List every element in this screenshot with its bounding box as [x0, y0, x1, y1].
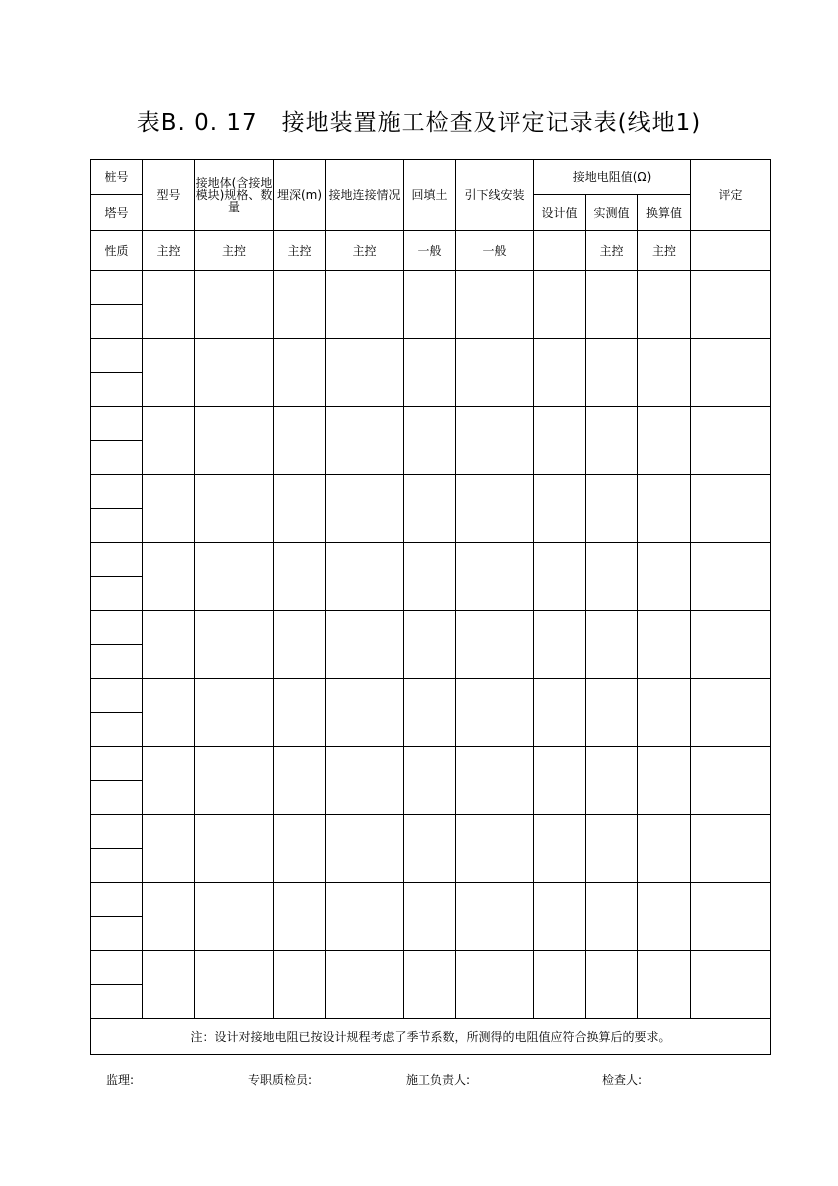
table-row [91, 339, 771, 373]
entry-cell [534, 951, 586, 1019]
entry-cell [586, 271, 638, 339]
entry-cell [638, 339, 691, 407]
entry-cell [586, 339, 638, 407]
entry-cell [534, 543, 586, 611]
entry-tower-no-cell [91, 849, 143, 883]
entry-cell [195, 883, 274, 951]
entry-cell [326, 271, 404, 339]
signature-line [0, 1071, 838, 1087]
entry-cell [195, 815, 274, 883]
entry-cell [195, 747, 274, 815]
table-row [91, 543, 771, 577]
entry-cell [143, 747, 195, 815]
entry-cell [534, 407, 586, 475]
entry-cell [195, 543, 274, 611]
entry-cell [326, 679, 404, 747]
entry-tower-no-cell [91, 373, 143, 407]
nature-down-lead: 一般 [456, 231, 534, 271]
header-connection: 接地连接情况 [326, 160, 404, 231]
table-row [91, 679, 771, 713]
entry-pile-no-cell [91, 679, 143, 713]
entry-cell [534, 271, 586, 339]
entry-cell [404, 543, 456, 611]
entry-cell [143, 679, 195, 747]
entry-cell [326, 747, 404, 815]
footnote: 注：设计对接地电阻已按设计规程考虑了季节系数，所测得的电阻值应符合换算后的要求。 [91, 1019, 771, 1055]
entry-tower-no-cell [91, 985, 143, 1019]
header-converted-value: 换算值 [638, 195, 691, 231]
entry-cell [586, 407, 638, 475]
entry-cell [586, 543, 638, 611]
entry-cell [638, 475, 691, 543]
entry-cell [691, 815, 771, 883]
entry-cell [326, 815, 404, 883]
entry-cell [586, 815, 638, 883]
entry-tower-no-cell [91, 577, 143, 611]
table-row [91, 815, 771, 849]
entry-tower-no-cell [91, 509, 143, 543]
entry-cell [638, 611, 691, 679]
entry-tower-no-cell [91, 645, 143, 679]
entry-cell [534, 611, 586, 679]
entry-cell [456, 679, 534, 747]
entry-cell [456, 339, 534, 407]
entry-cell [638, 747, 691, 815]
entry-cell [274, 747, 326, 815]
entry-cell [691, 883, 771, 951]
entry-cell [534, 679, 586, 747]
header-pile-no: 桩号 [91, 160, 143, 195]
table-row [91, 747, 771, 781]
table-row [91, 611, 771, 645]
entry-cell [638, 271, 691, 339]
entry-pile-no-cell [91, 271, 143, 305]
entry-cell [534, 747, 586, 815]
entry-cell [404, 271, 456, 339]
entry-cell [274, 407, 326, 475]
header-down-lead: 引下线安装 [456, 160, 534, 231]
entry-cell [691, 951, 771, 1019]
nature-connection: 主控 [326, 231, 404, 271]
entry-pile-no-cell [91, 815, 143, 849]
entry-cell [456, 611, 534, 679]
header-design-value: 设计值 [534, 195, 586, 231]
construction-lead-label: 施工负责人: [406, 1073, 471, 1087]
entry-cell [143, 611, 195, 679]
table-row [91, 883, 771, 917]
entry-pile-no-cell [91, 475, 143, 509]
entry-cell [404, 815, 456, 883]
entry-cell [143, 883, 195, 951]
entry-cell [195, 271, 274, 339]
entry-cell [143, 475, 195, 543]
entry-cell [274, 611, 326, 679]
entry-cell [586, 679, 638, 747]
header-measured-value: 实测值 [586, 195, 638, 231]
entry-cell [691, 611, 771, 679]
entry-cell [326, 883, 404, 951]
entry-cell [143, 271, 195, 339]
entry-cell [404, 475, 456, 543]
nature-backfill: 一般 [404, 231, 456, 271]
entry-cell [638, 543, 691, 611]
entry-tower-no-cell [91, 713, 143, 747]
entry-cell [404, 679, 456, 747]
entry-cell [274, 271, 326, 339]
supervisor-label: 监理: [106, 1073, 135, 1087]
entry-cell [143, 951, 195, 1019]
entry-cell [326, 475, 404, 543]
nature-model: 主控 [143, 231, 195, 271]
record-table [90, 159, 771, 1055]
entry-pile-no-cell [91, 951, 143, 985]
entry-cell [691, 543, 771, 611]
entry-cell [404, 747, 456, 815]
entry-cell [586, 883, 638, 951]
entry-cell [586, 475, 638, 543]
entry-cell [404, 339, 456, 407]
entry-cell [195, 611, 274, 679]
entry-cell [638, 407, 691, 475]
entry-cell [456, 271, 534, 339]
table-row [91, 271, 771, 305]
nature-converted-value: 主控 [638, 231, 691, 271]
entry-cell [638, 883, 691, 951]
entry-cell [326, 407, 404, 475]
header-depth: 埋深(m) [274, 160, 326, 231]
entry-cell [326, 611, 404, 679]
entry-cell [143, 339, 195, 407]
entry-cell [691, 339, 771, 407]
entry-cell [404, 883, 456, 951]
entry-cell [274, 951, 326, 1019]
header-model: 型号 [143, 160, 195, 231]
entry-cell [404, 407, 456, 475]
nature-label: 性质 [91, 231, 143, 271]
entry-cell [638, 951, 691, 1019]
entry-pile-no-cell [91, 339, 143, 373]
entry-cell [326, 543, 404, 611]
inspector-label: 检查人: [602, 1073, 643, 1087]
header-resistance: 接地电阻值(Ω) [534, 160, 691, 195]
entry-tower-no-cell [91, 305, 143, 339]
entry-cell [456, 951, 534, 1019]
entry-cell [456, 883, 534, 951]
entry-pile-no-cell [91, 543, 143, 577]
entry-cell [195, 475, 274, 543]
entry-cell [456, 747, 534, 815]
table-row [91, 407, 771, 441]
nature-depth: 主控 [274, 231, 326, 271]
entry-cell [274, 883, 326, 951]
entry-cell [326, 339, 404, 407]
entry-cell [534, 475, 586, 543]
entry-cell [586, 951, 638, 1019]
entry-cell [274, 339, 326, 407]
table-row [91, 951, 771, 985]
entry-cell [691, 747, 771, 815]
header-grounding-body: 接地体(含接地模块)规格、数量 [195, 160, 274, 231]
entry-cell [456, 475, 534, 543]
entry-cell [638, 815, 691, 883]
quality-inspector-label: 专职质检员: [248, 1073, 313, 1087]
entry-pile-no-cell [91, 407, 143, 441]
entry-cell [326, 951, 404, 1019]
entry-cell [274, 679, 326, 747]
entry-cell [534, 339, 586, 407]
nature-design-value [534, 231, 586, 271]
entry-cell [691, 679, 771, 747]
entry-cell [143, 407, 195, 475]
header-backfill: 回填土 [404, 160, 456, 231]
header-tower-no: 塔号 [91, 195, 143, 231]
entry-cell [195, 951, 274, 1019]
entry-tower-no-cell [91, 781, 143, 815]
entry-cell [534, 883, 586, 951]
entry-cell [195, 339, 274, 407]
page-title: 表B. 0. 17 接地装置施工检查及评定记录表(线地1) [136, 110, 702, 136]
entry-cell [691, 271, 771, 339]
nature-grounding-body: 主控 [195, 231, 274, 271]
nature-measured-value: 主控 [586, 231, 638, 271]
entry-cell [195, 679, 274, 747]
entry-cell [143, 543, 195, 611]
entry-cell [274, 543, 326, 611]
entry-cell [456, 815, 534, 883]
entry-cell [586, 611, 638, 679]
entry-cell [691, 407, 771, 475]
entry-cell [404, 951, 456, 1019]
entry-pile-no-cell [91, 747, 143, 781]
entry-cell [638, 679, 691, 747]
entry-cell [534, 815, 586, 883]
entry-cell [456, 543, 534, 611]
entry-cell [274, 475, 326, 543]
entry-tower-no-cell [91, 917, 143, 951]
entry-cell [586, 747, 638, 815]
nature-evaluation [691, 231, 771, 271]
entry-tower-no-cell [91, 441, 143, 475]
entry-cell [143, 815, 195, 883]
entry-pile-no-cell [91, 611, 143, 645]
header-evaluation: 评定 [691, 160, 771, 231]
entry-cell [456, 407, 534, 475]
entry-pile-no-cell [91, 883, 143, 917]
table-row [91, 475, 771, 509]
entry-cell [404, 611, 456, 679]
entry-cell [274, 815, 326, 883]
entry-cell [195, 407, 274, 475]
entry-cell [691, 475, 771, 543]
